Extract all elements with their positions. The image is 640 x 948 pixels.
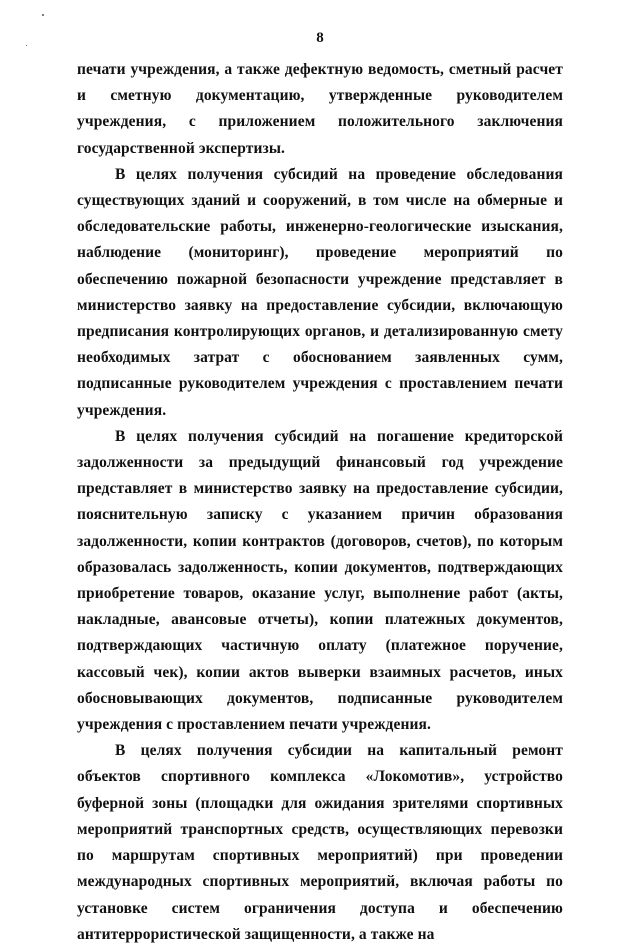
scan-speck (42, 14, 44, 16)
paragraph-debt-subsidy: В целях получения субсидий на погашение кредиторской задолженности за предыдущий финансовый год учреждение представляет в министерство заявку на предоставление субсидии, пояснительную записку с указанием причин образования задолженности, копии контрактов (договоров, счетов), по которым образовалась задолженность, копии документов, подтверждающих приобретение товаров, оказание услуг, выполнение работ (акты, накладные, авансовые отчеты), копии платежных документов, подтверждающих частичную оплату (платежное поручение, кассовый чек), копии актов выверки взаимных расчетов, иных обосновывающих документов, подписанные руководителем учреждения с проставлением печати учреждения. (77, 427, 563, 734)
page-number: 8 (316, 30, 324, 46)
paragraph-inspection-subsidy: В целях получения субсидий на проведение обследования существующих зданий и сооружений, в том числе на обмерные и обследовательские работы, инженерно-геологические изыскания, наблюдение (мониторинг), проведение мероприятий по обеспечению пожарной безопасности учреждение представляет в министерство заявку на предоставление субсидии, включающую предписания контролирующих органов, и детализированную смету необходимых затрат с обоснованием заявленных сумм, подписанные руководителем учреждения с проставлением печати учреждения. (77, 165, 563, 419)
document-body (77, 57, 563, 948)
paragraph-continuation: печати учреждения, а также дефектную ведомость, сметный расчет и сметную документацию, утвержденные руководителем учреждения, с приложением положительного заключения государственной экспертизы. (77, 61, 563, 157)
paragraph-repair-subsidy: В целях получения субсидии на капитальный ремонт объектов спортивного комплекса «Локомотив», устройство буферной зоны (площадки для ожидания зрителями спортивных мероприятий транспортных средств, осуществляющих перевозки по маршрутам спортивных мероприятий) при проведении международных спортивных мероприятий, включая работы по установке систем ограничения доступа и обеспечению антитеррористической защищенности, а также на (77, 742, 563, 943)
